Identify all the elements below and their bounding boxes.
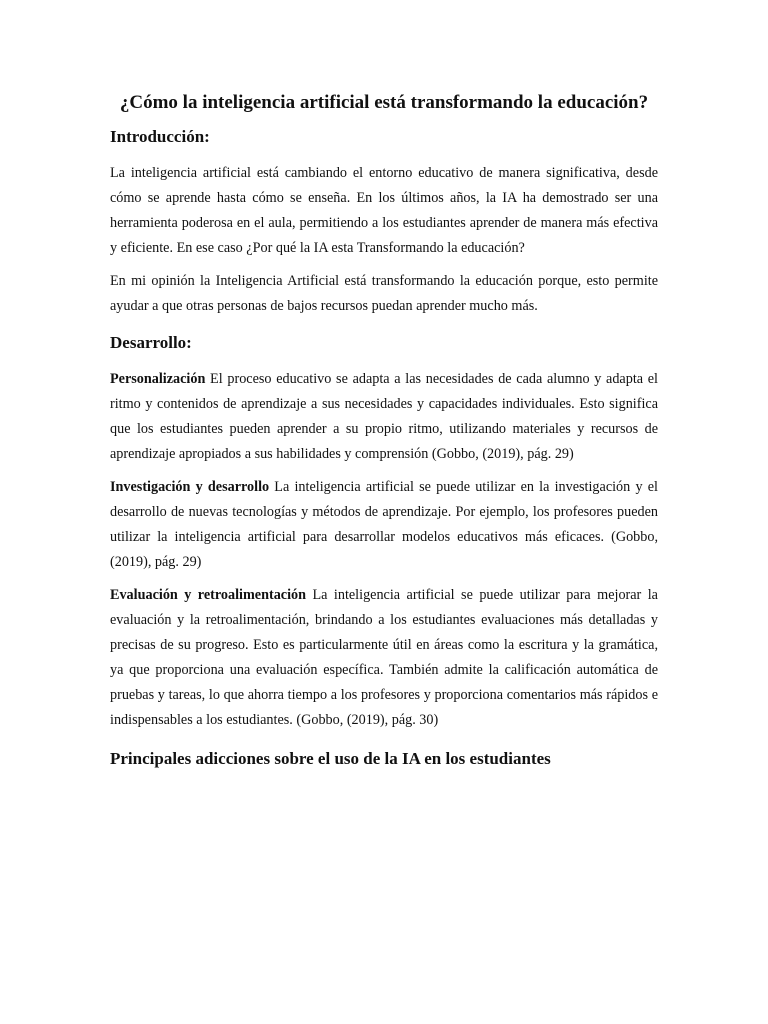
desarrollo-item-evaluacion <box>110 583 658 733</box>
desarrollo-item-investigacion <box>110 475 658 575</box>
document-title: ¿Cómo la inteligencia artificial está transformando la educación? <box>119 92 649 113</box>
intro-paragraph-2: En mi opinión la Inteligencia Artificial está transformando la educación porque, esto permite ayudar a que otras personas de bajos recursos puedan aprender mucho más. <box>110 273 658 314</box>
desarrollo-item-personalizacion <box>110 367 658 467</box>
desarrollo-item-term: Evaluación y retroalimentación <box>110 587 307 603</box>
desarrollo-item-term: Investigación y desarrollo <box>110 479 270 495</box>
intro-paragraph-1: La inteligencia artificial está cambiando el entorno educativo de manera significativa, desde cómo se aprende hasta cómo se enseña. En los últimos años, la IA ha demostrado ser una herramienta poderosa en el aula, permitiendo a los estudiantes aprender de manera más efectiva y eficiente. En ese caso ¿Por qué la IA esta Transformando la educación? <box>110 165 658 256</box>
heading-principales-adicciones: Principales adicciones sobre el uso de la IA en los estudiantes <box>110 749 551 768</box>
desarrollo-item-text: El proceso educativo se adapta a las necesidades de cada alumno y adapta el ritmo y contenidos de aprendizaje a sus necesidades y capacidades individuales. Esto significa que los estudiantes pueden aprender a su propio ritmo, utilizando materiales y recursos de aprendizaje apropiados a sus habilidades y comprensión (Gobbo, (2019), pág. 29) <box>110 371 658 462</box>
desarrollo-item-text: La inteligencia artificial se puede utilizar en la investigación y el desarrollo de nuevas tecnologías y métodos de aprendizaje. Por ejemplo, los profesores pueden utilizar la inteligencia artificial para desarrollar modelos educativos más eficaces. (Gobbo, (2019), pág. 29) <box>110 479 658 570</box>
document-page <box>110 84 658 783</box>
heading-desarrollo: Desarrollo: <box>110 333 192 352</box>
heading-introduccion: Introducción: <box>110 127 210 146</box>
desarrollo-item-text: La inteligencia artificial se puede utilizar para mejorar la evaluación y la retroalimentación, brindando a los estudiantes evaluaciones más detalladas y precisas de su progreso. Esto es particularmente útil en áreas como la escritura y la gramática, ya que proporciona una evaluación específica. También admite la calificación automática de pruebas y tareas, lo que ahorra tiempo a los profesores y proporciona comentarios más rápidos e indispensables a los estudiantes. (Gobbo, (2019), pág. 30) <box>110 587 658 728</box>
desarrollo-item-term: Personalización <box>110 371 206 387</box>
